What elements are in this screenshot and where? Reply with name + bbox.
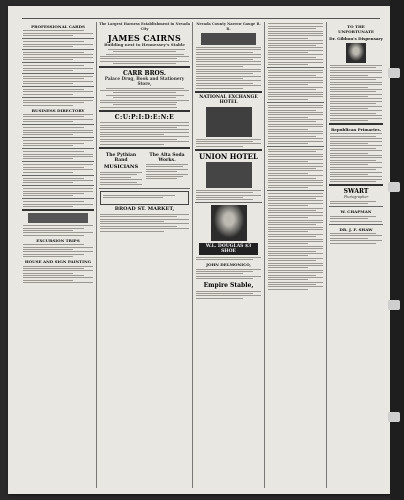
column-news-text: [267, 22, 324, 488]
column-railroad-hotels: [195, 22, 262, 488]
binder-clip: [388, 68, 400, 78]
harness-heading: The Largest Harness Establishment in Nevada City: [99, 22, 190, 31]
text-block: [195, 139, 262, 147]
text-block: [195, 291, 262, 299]
photographer-label: Photographer: [343, 195, 369, 200]
douglas-banner: [199, 243, 258, 255]
column-advertisements: [99, 22, 190, 488]
col1-mid-heading: BUSINESS DIRECTORY: [31, 107, 85, 113]
binder-clip: [388, 412, 400, 422]
cupidene-ad: C:U:P:I:D:E:N:E: [114, 113, 175, 121]
text-block: [195, 190, 262, 201]
text-block: [329, 65, 383, 121]
text-block: [99, 122, 190, 145]
text-block: [195, 257, 262, 260]
union-hotel-engraving: [206, 162, 252, 188]
douglas-portrait: [211, 205, 247, 241]
text-block: [195, 269, 262, 280]
building-line: Building next to Hennessey's Stable: [104, 42, 185, 47]
column-professional-cards: [22, 22, 94, 488]
text-block: [99, 88, 190, 108]
text-block: [145, 164, 189, 179]
musicians-label: MUSICIANS: [103, 163, 139, 170]
text-block: [22, 30, 94, 105]
newspaper-page: [8, 6, 390, 494]
train-engraving: [201, 33, 256, 45]
pythian-ad: [99, 151, 143, 187]
text-block: [329, 216, 383, 222]
col1-painting-heading: HOUSE AND SIGN PAINTING: [24, 259, 92, 265]
text-block: [22, 244, 94, 257]
text-block: [99, 49, 190, 64]
text-block: [22, 225, 94, 236]
chapman-title: W. CHAPMAN: [340, 209, 372, 215]
column-divider: [326, 22, 327, 488]
ad-row: [99, 151, 190, 187]
col1-excursion-heading: EXCURSION TRIPS: [36, 237, 80, 243]
unfortunate-heading: TO THE UNFORTUNATE: [338, 24, 374, 34]
alta-ad: [145, 151, 189, 187]
doctor-portrait: [346, 43, 366, 63]
hotel-engraving: [206, 107, 252, 137]
railroad-heading: Nevada County Narrow Gauge R. R.: [196, 22, 261, 31]
douglas-shoe-label: W.L. DOUGLAS $3 SHOE: [205, 244, 252, 255]
alta-title: The Alta Soda Works.: [149, 152, 185, 163]
col1-heading: PROFESSIONAL CARDS: [31, 24, 85, 29]
boxed-ad: [100, 191, 189, 205]
column-divider: [192, 22, 193, 488]
union-hotel-title: UNION HOTEL: [199, 151, 258, 161]
text-block: [329, 233, 383, 244]
palace-store: Palace Drug, Book and Stationery Store,: [104, 76, 185, 86]
text-block: [99, 214, 190, 232]
text-block: [267, 23, 324, 289]
text-block: [329, 201, 383, 204]
carr-bros: CARR BROS.: [123, 70, 166, 78]
swart-title: SWART: [343, 188, 369, 196]
column-divider: [264, 22, 265, 488]
text-block: [22, 266, 94, 284]
republican-heading: Republican Primaries.: [330, 126, 381, 132]
pythian-title: The Pythian Band: [105, 152, 137, 163]
exchange-hotel-title: NATIONAL EXCHANGE HOTEL: [199, 94, 258, 105]
empire-stable-title: Empire Stable,: [203, 282, 254, 290]
timetable: [195, 47, 262, 89]
ad-banner-image: [28, 213, 88, 223]
delmonico-title: JOHN DELMONICO,: [206, 262, 251, 268]
broad-st-market: BROAD ST. MARKET,: [114, 206, 175, 213]
dispensary-title: Dr. Gibbon's Dispensary: [329, 36, 383, 41]
masthead-rule: [22, 18, 380, 19]
text-block: [99, 172, 143, 185]
column-divider: [96, 22, 97, 488]
text-block: [329, 133, 383, 182]
cairns-name: JAMES CAIRNS: [107, 33, 182, 43]
column-notices: [329, 22, 383, 488]
binder-clip: [388, 300, 400, 310]
shaw-title: DR. J. F. SHAW: [339, 226, 373, 232]
text-block: [22, 114, 94, 207]
binder-clip: [388, 182, 400, 192]
